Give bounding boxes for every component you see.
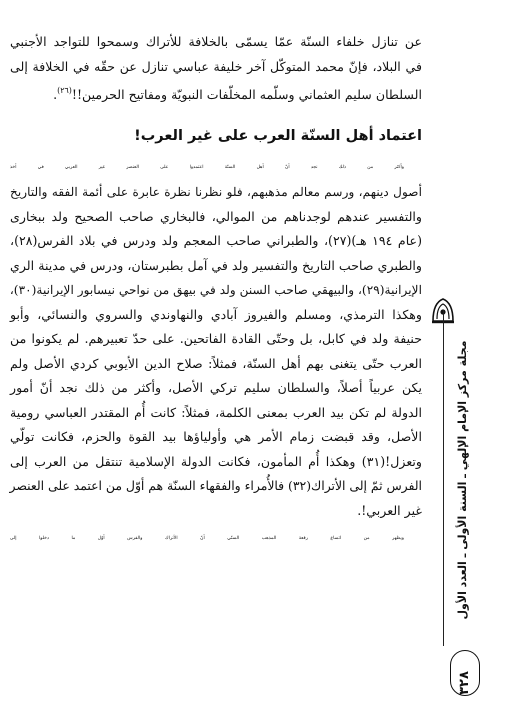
paragraph-3 — [10, 527, 422, 552]
text-line: أصول دينهم، ورسم معالم مذهبهم، فلو نظرنا نظرة عابرة على أئمة الفقه والتاريخ — [10, 185, 422, 199]
text-line: الإيرانية(٢٩)، والبيهقي صاحب السنن ولد في بيهق من نواحي نيسابور الإيرانية(٣٠)، — [9, 283, 422, 297]
text-line: الفرس ثمّ إلى الأتراك(٣٢) فالأُمراء والفقهاء السنّة هم أوّل من اعتمد على العنصر — [9, 478, 422, 493]
text-line: ويظهر من اتساع رقعة المذهب السنّي أنّ الأتراك والفرس أوّل ما دخلوا إلى — [10, 536, 404, 541]
page-number-badge — [450, 650, 480, 696]
text-line: وأكثر من ذلك نجد أنّ أهل السنّة اعتمدوا على العنصر غير العربي في أخذ — [10, 164, 404, 170]
text-line: عن تنازل خلفاء السنّة عمّا يسمّى بالخلافة للأتراك وسمحوا للتواجد الأجنبي — [10, 34, 422, 49]
text-line: السلطان سليم العثماني وسلّمه المخلّفات النبويّة ومفاتيح الحرمين!!$^{(٢٦)}$. — [53, 86, 422, 102]
paragraph-1 — [10, 30, 422, 108]
text-line: والتفسير عندهم لوجدناهم من الموالي، فالبخاري صاحب الصحيح ولد ببخارى — [10, 208, 422, 224]
text-line: العرب حتّى يتغنى بهم أهل السنّة، فمثلاً: صلاح الدين الأيوبي كردي الأصل ولم — [10, 355, 422, 371]
text-line: وهكذا الترمذي، ومسلم والفيروز آبادي والنهاوندي والسروي والنسائي، وأبو — [10, 306, 422, 322]
text-line: والطبري صاحب التاريخ والتفسير ولد في آمل بطبرستان، ودرس في مدينة الري — [10, 257, 422, 273]
margin-divider — [443, 310, 444, 646]
page-margin-sidebar — [430, 0, 507, 706]
paragraph-2 — [10, 156, 422, 524]
text-segment: السلطان سليم العثماني وسلّمه المخلّفات النبويّة ومفاتيح الحرمين!! — [71, 87, 422, 102]
page-number: ٣٢٨ — [457, 671, 472, 695]
text-line: الدولة لم تكن بيد العرب بمعنى الكلمة، فمثلاً: كانت أُم المقتدر العباسي رومية — [10, 404, 422, 420]
text-line: في البلاد، فإنّ محمد المتوكّل آخر خليفة عباسي تنازل عن حقّه في الخلافة إلى — [10, 58, 422, 74]
text-line: يكن عربياً أصلاً، والسلطان سليم تركي الأصل، وأكثر من ذلك نجد أنّ أمور — [10, 380, 422, 395]
text-line: حنيفة ولد في كابل، بل وحتّى القادة الفاتحين. على حدّ تعبيرهم. لم يكونوا من — [10, 331, 422, 346]
article-body — [10, 30, 422, 552]
text-line: وتعزل!(٣١) وهكذا أُم المأمون، فكانت الدولة الإسلامية تنتقل من العرب إلى — [10, 453, 422, 469]
text-line: الأصل، وقد قبضت زمام الأمر هي وأولياؤها بيد القوة والحزم، فكانت تولّي — [10, 429, 422, 444]
footnote-ref[interactable]: (٢٦) — [57, 86, 72, 95]
running-journal-title: مجلة مركز الإمام الإلهي ـ السنة الأولى ـ العدد الأول — [456, 340, 469, 620]
text-line: (عام ١٩٤ هـ)(٢٧)، والطبراني صاحب المعجم ولد ودرس في بلاد الفرس(٢٨)، — [10, 233, 422, 248]
text-line: غير العربي!. — [357, 502, 422, 518]
section-heading: اعتماد أهل السنّة العرب على غير العرب! — [134, 127, 422, 144]
